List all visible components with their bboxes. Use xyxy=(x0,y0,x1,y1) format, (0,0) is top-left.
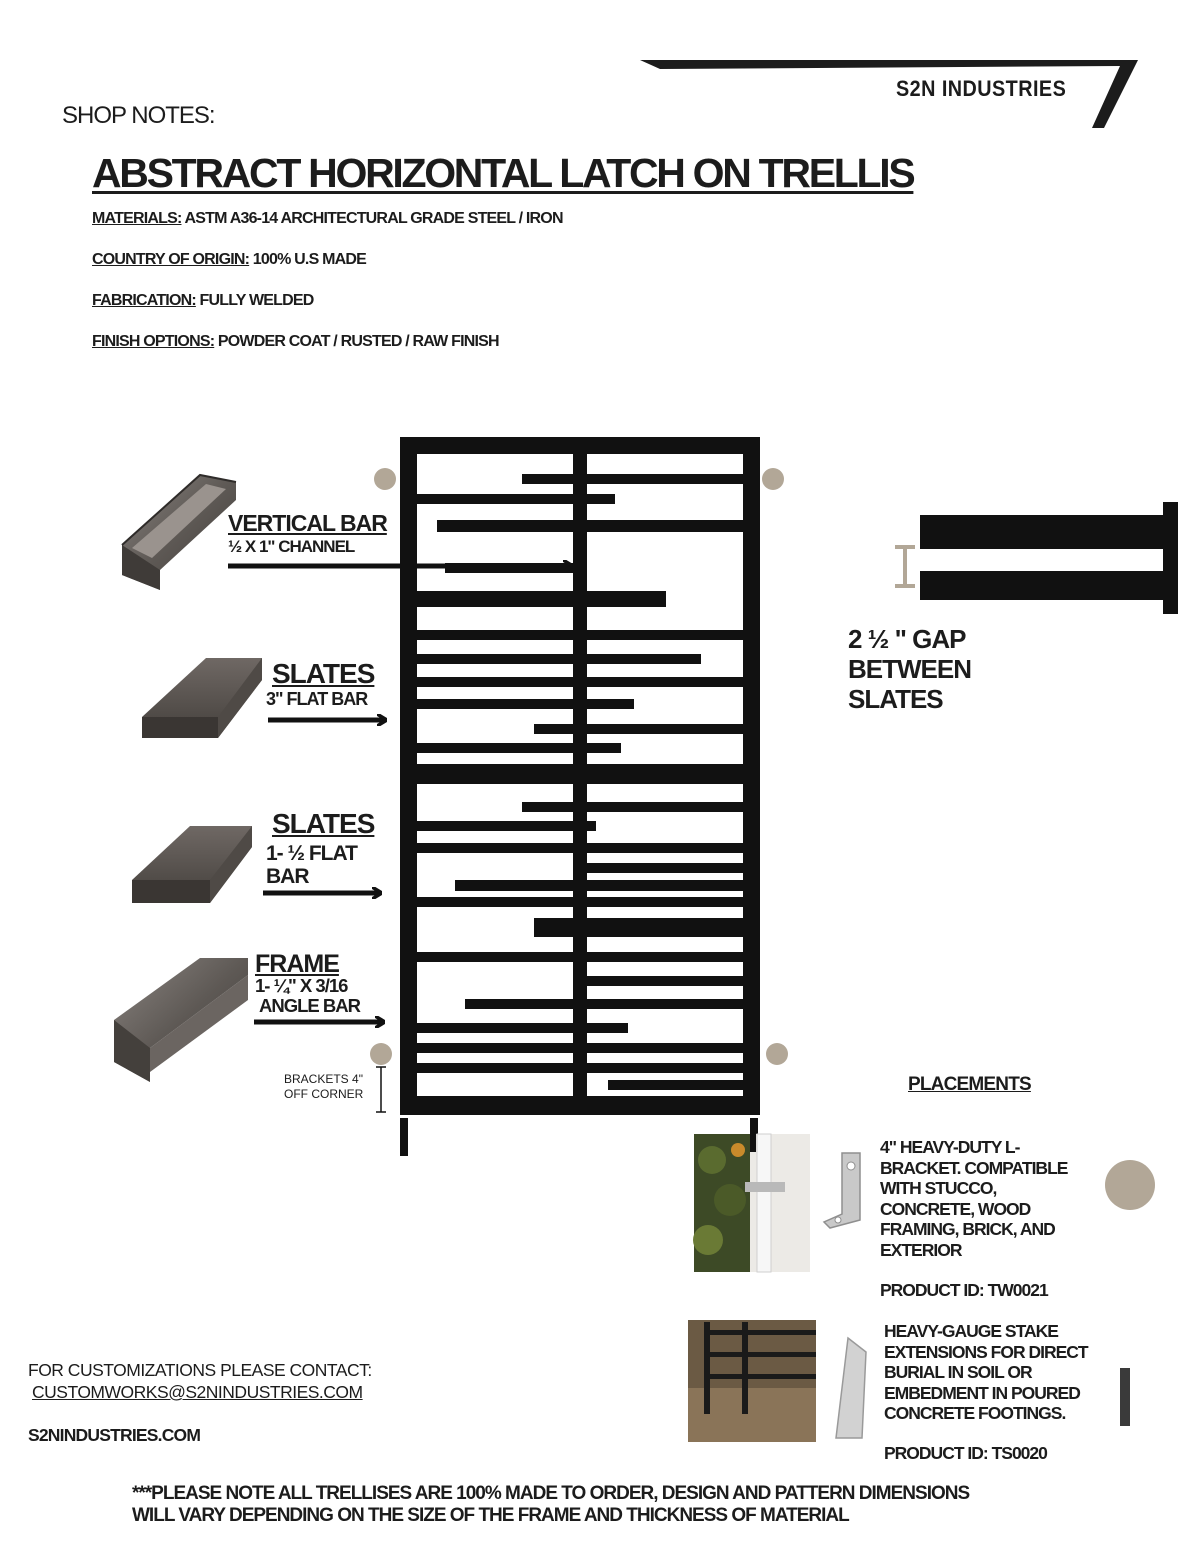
contact-label: FOR CUSTOMIZATIONS PLEASE CONTACT: xyxy=(28,1360,372,1380)
stake-legend-bar xyxy=(1120,1368,1130,1426)
bracket-dot-top-left xyxy=(374,468,396,490)
vertical-bar-heading: VERTICAL BAR xyxy=(228,510,387,536)
stake-icon xyxy=(836,1338,866,1438)
stake-description: HEAVY-GAUGE STAKE EXTENSIONS FOR DIRECT BURIAL IN SOIL OR EMBEDMENT IN POURED CONCRETE FOOTINGS. xyxy=(884,1321,1088,1423)
vertical-bar-spec: ½ X 1" CHANNEL xyxy=(228,537,355,556)
website-link[interactable]: S2NINDUSTRIES.COM xyxy=(28,1425,201,1445)
bracket-legend-dot xyxy=(1105,1160,1155,1210)
gap-label: 2 ½ " GAP BETWEEN SLATES xyxy=(848,624,971,714)
wall-bracket-photo xyxy=(693,1134,810,1272)
l-bracket-product-id: PRODUCT ID: TW0021 xyxy=(880,1280,1048,1300)
spec-origin: COUNTRY OF ORIGIN: 100% U.S MADE xyxy=(92,251,366,268)
angle-bar-photo xyxy=(114,958,248,1082)
bracket-dot-top-right xyxy=(762,468,784,490)
stake-leg-left xyxy=(400,1118,408,1156)
slates-15-spec: 1- ½ FLAT BAR xyxy=(266,842,357,889)
spec-finish: FINISH OPTIONS: POWDER COAT / RUSTED / RAW FINISH xyxy=(92,333,499,350)
bracket-dot-bottom-left xyxy=(370,1043,392,1065)
bracket-offset-dimension xyxy=(376,1067,386,1112)
brackets-offset-note: BRACKETS 4" OFF CORNER xyxy=(284,1072,364,1101)
brand-name: S2N INDUSTRIES xyxy=(896,76,1067,101)
flat-bar-3-photo xyxy=(142,658,262,738)
slates-3-spec: 3" FLAT BAR xyxy=(266,689,368,709)
slates-3-heading: SLATES xyxy=(272,658,375,689)
frame-heading: FRAME xyxy=(255,950,339,978)
page-title: ABSTRACT HORIZONTAL LATCH ON TRELLIS xyxy=(92,150,914,196)
made-to-order-note: ***PLEASE NOTE ALL TRELLISES ARE 100% MADE TO ORDER, DESIGN AND PATTERN DIMENSIONS WILL VARY DEPENDING ON THE SIZE OF THE FRAME AND THICKNESS OF MATERIAL xyxy=(132,1483,970,1526)
spec-fabrication: FABRICATION: FULLY WELDED xyxy=(92,292,314,309)
stake-product-id: PRODUCT ID: TS0020 xyxy=(884,1443,1047,1463)
contact-email-link[interactable]: CUSTOMWORKS@S2NINDUSTRIES.COM xyxy=(32,1382,363,1402)
slates-15-heading: SLATES xyxy=(272,808,375,839)
channel-photo xyxy=(122,475,236,590)
shop-notes-label: SHOP NOTES: xyxy=(62,102,215,129)
l-bracket-description: 4" HEAVY-DUTY L- BRACKET. COMPATIBLE WITH STUCCO, CONCRETE, WOOD FRAMING, BRICK, AND EXTERIOR xyxy=(880,1137,1068,1260)
l-bracket-icon xyxy=(824,1153,860,1228)
spec-materials: MATERIALS: ASTM A36-14 ARCHITECTURAL GRADE STEEL / IRON xyxy=(92,210,563,227)
gap-detail xyxy=(895,502,1178,614)
flat-bar-15-photo xyxy=(132,826,252,903)
bracket-dot-bottom-right xyxy=(766,1043,788,1065)
stake-photo xyxy=(688,1320,816,1442)
placements-heading: PLACEMENTS xyxy=(908,1074,1031,1095)
frame-spec: 1- ¼" X 3/16 ANGLE BAR xyxy=(255,975,360,1017)
